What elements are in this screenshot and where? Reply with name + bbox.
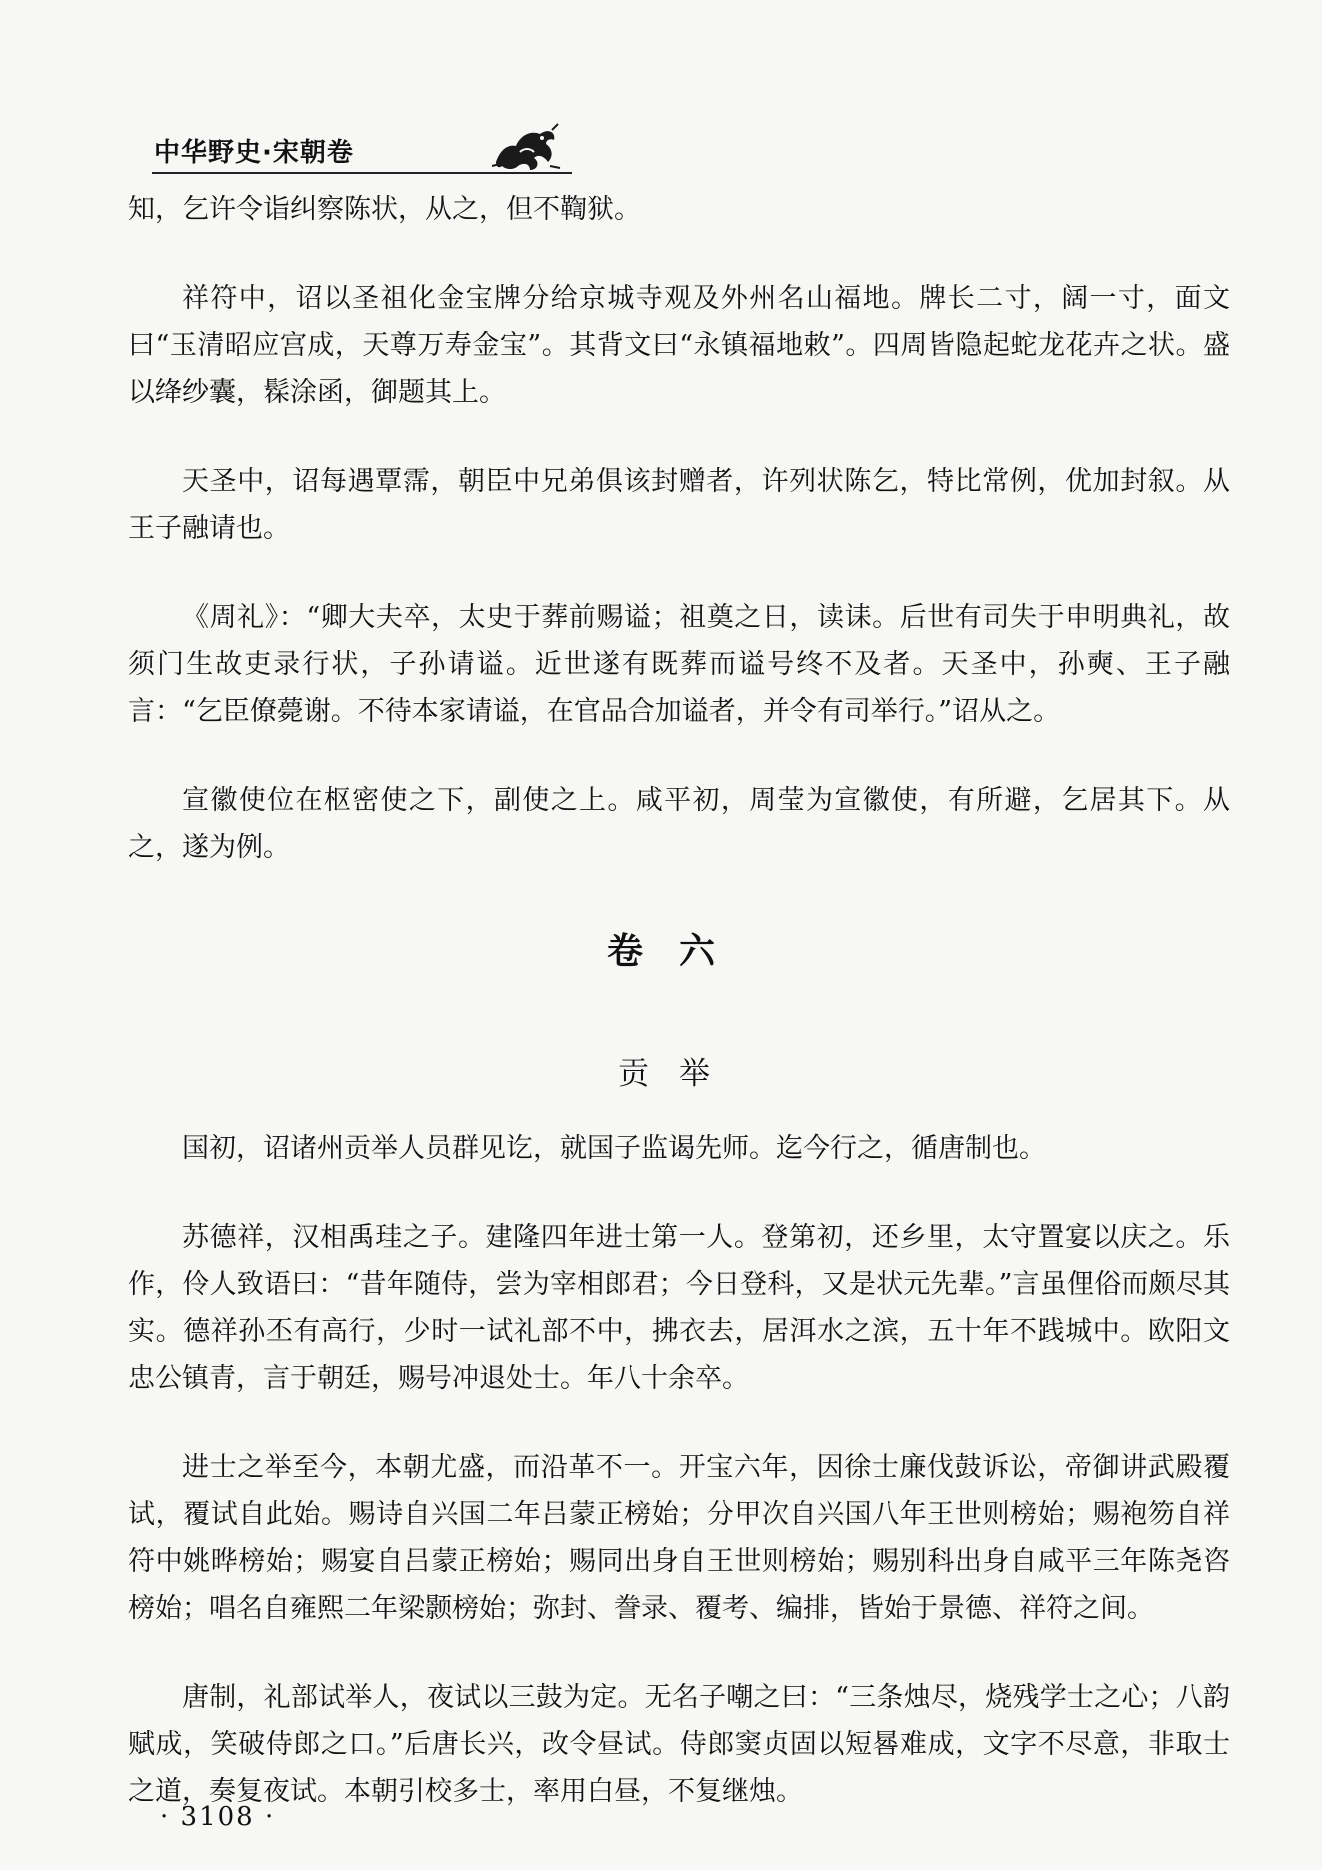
paragraph: 国初，诏诸州贡举人员群见讫，就国子监谒先师。迄今行之，循唐制也。	[182, 1133, 1046, 1164]
header-rule	[152, 172, 572, 174]
page-number: · 3108 ·	[160, 1802, 276, 1832]
paragraph: 唐制，礼部试举人，夜试以三鼓为定。无名子嘲之曰：“三条烛尽，烧残学士之心；八韵赋成，笑破侍郎之口。”后唐长兴，改令昼试。侍郎窦贞固以短晷难成，文字不尽意，非取士之道，奏复夜试。本朝引校多士，率用白昼，不复继烛。	[128, 1682, 1230, 1807]
paragraph: 进士之举至今，本朝尤盛，而沿革不一。开宝六年，因徐士廉伐鼓诉讼，帝御讲武殿覆试，覆试自此始。赐诗自兴国二年吕蒙正榜始；分甲次自兴国八年王世则榜始；赐袍笏自祥符中姚晔榜始；赐宴自吕蒙正榜始；赐同出身自王世则榜始；赐别科出身自咸平三年陈尧咨榜始；唱名自雍熙二年梁颢榜始；弥封、誊录、覆考、编排，皆始于景德、祥符之间。	[128, 1452, 1230, 1624]
paragraph: 祥符中，诏以圣祖化金宝牌分给京城寺观及外州名山福地。牌长二寸，阔一寸，面文曰“玉清昭应宫成，天尊万寿金宝”。其背文曰“永镇福地敕”。四周皆隐起蛇龙花卉之状。盛以绛纱囊，髹涂函，御题其上。	[128, 283, 1230, 408]
volume-title: 卷六	[606, 931, 751, 972]
paragraph: 知，乞许令诣纠察陈状，从之，但不鞫狱。	[128, 194, 641, 225]
paragraph: 天圣中，诏每遇覃霈，朝臣中兄弟俱该封赠者，许列状陈乞，特比常例，优加封叙。从王子融请也。	[128, 466, 1230, 544]
paragraph: 苏德祥，汉相禹珪之子。建隆四年进士第一人。登第初，还乡里，太守置宴以庆之。乐作，伶人致语曰：“昔年随侍，尝为宰相郎君；今日登科，又是状元先辈。”言虽俚俗而颇尽其实。德祥孙丕有高行，少时一试礼部不中，拂衣去，居洱水之滨，五十年不践城中。欧阳文忠公镇青，言于朝廷，赐号冲退处士。年八十余卒。	[128, 1222, 1230, 1394]
running-header	[152, 122, 572, 178]
paragraph: 宣徽使位在枢密使之下，副使之上。咸平初，周莹为宣徽使，有所避，乞居其下。从之，遂为例。	[128, 785, 1230, 863]
section-title: 贡举	[618, 1056, 740, 1092]
paragraph: 《周礼》：“卿大夫卒，太史于葬前赐谥；祖奠之日，读诔。后世有司失于申明典礼，故须门生故吏录行状，子孙请谥。近世遂有既葬而谥号终不及者。天圣中，孙奭、王子融言：“乞臣僚薨谢。不待本家请谥，在官品合加谥者，并令有司举行。”诏从之。	[128, 602, 1230, 727]
page-body	[128, 186, 1230, 1857]
header-title: 中华野史·宋朝卷	[154, 138, 354, 168]
dragon-icon	[490, 122, 562, 174]
